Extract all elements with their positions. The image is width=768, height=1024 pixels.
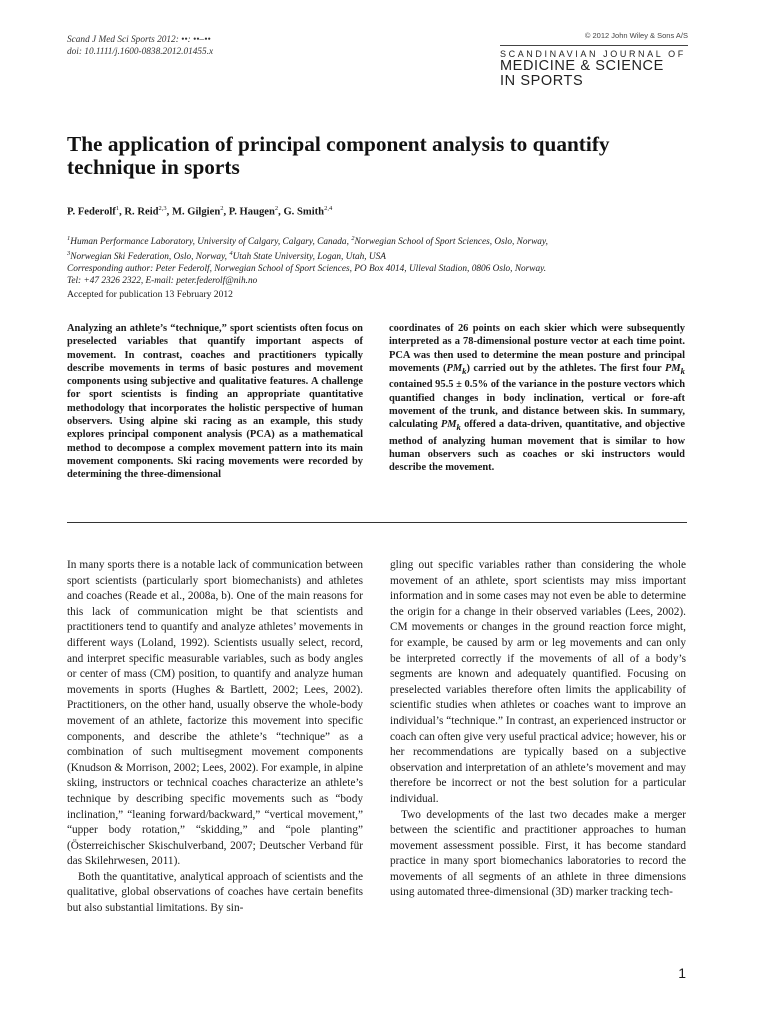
body-paragraph: Both the quantitative, analytical approach of scientists and the qualitative, global observations of coaches have certain benefits but also substantial limitations. By sin-: [67, 870, 363, 915]
pm-symbol: $PM_k$: [664, 362, 685, 376]
journal-name-line1: SCANDINAVIAN JOURNAL OF: [500, 45, 688, 59]
contact-info: Tel: +47 2326 2322, E-mail: peter.federolf@nih.no: [67, 276, 258, 287]
accepted-date: Accepted for publication 13 February 2012: [67, 289, 233, 300]
author-name: R. Reid: [124, 206, 159, 218]
pm-symbol: $PM_k$: [440, 419, 461, 433]
abstract-left: Analyzing an athlete’s “technique,” sport scientists often focus on preselected variables that quantify important aspects of movement. In contrast, coaches and practitioners typically describe movements in terms of basic postures and movement components using subjective and qualitative features. A challenge for sport scientists is finding an appropriate quantitative methodology that incorporates the holistic perspective of human observers. Using alpine ski racing as an example, this study explores principal component analysis (PCA) as a mathematical method to decompose a complex movement pattern into its main movement components. Ski racing movements were recorded by determining the three-dimensional: [67, 323, 363, 481]
pm-symbol: $PM_k$: [446, 362, 467, 376]
author-affiliation-number: 2,4: [324, 205, 333, 212]
journal-reference: Scand J Med Sci Sports 2012: ••: ••–••: [67, 35, 211, 45]
author-affiliation-number: 2: [220, 205, 224, 212]
page-number: 1: [678, 965, 686, 981]
author-name: G. Smith: [283, 206, 325, 218]
author-affiliation-number: 1: [115, 205, 120, 212]
affiliation-line: $^3$Norwegian Ski Federation, Oslo, Norway, $^4$Utah State University, Logan, Utah, USA: [67, 250, 386, 263]
author-affiliation-number: 2,3: [158, 205, 167, 212]
corresponding-author: Corresponding author: Peter Federolf, Norwegian School of Sport Sciences, PO Box 4014, Ulleval Stadion, 0806 Oslo, Norway.: [67, 264, 547, 275]
body-column-left: [67, 558, 363, 917]
journal-logo: [500, 45, 688, 89]
author-list: P. Federolf$^1$, R. Reid$^{2,3}$, M. Gilgien$^2$, P. Haugen$^2$, G. Smith$^{2,4}$: [67, 205, 333, 218]
author-affiliation-number: 2: [274, 205, 279, 212]
affiliations: [67, 233, 687, 287]
body-paragraph: In many sports there is a notable lack of communication between sport scientists (particularly sport biomechanists) and athletes and coaches (Reade et al., 2008a, b). One of the main reasons for this lack of communication might be that scientists and practitioners tend to quantify and analyze athletes’ movements in different ways (Loland, 1992). Scientists usually select, record, and interpret specific measurable variables, such as body angles or center of mass (CM) position, to quantify and analyze human movements in sports (Hughes & Bartlett, 2002; Lees, 2002). Practitioners, on the other hand, usually observe the whole-body movement of an athlete, factorize this movement into specific components, and describe the athlete’s “technique” as a combination of such multisegment movement components (Knudson & Morrison, 2002; Lees, 2002). For example, in alpine skiing, instructors or technical coaches characterize an athlete’s technique by describing specific movements such as “body inclination,” “leaning forward/backward,” “vertical movement,” “upper body rotation,” “skidding,” and “pole planting” (Österreichischer Skischulverband, 2007; Deutscher Verband für das Skilehrwesen, 2011).: [67, 559, 363, 868]
abstract-right: coordinates of 26 points on each skier which were subsequently interpreted as a 78-dimensional posture vector at each time point. PCA was then used to determine the mean posture and principal movements $(PM_k)$ carried out by the athletes. The first four $PM_k$ contained 95.5 ± 0.5% of the variance in the posture vectors which quantified changes in body inclination, vertical or fore-aft movement of the trunk, and distance between skis. In summary, calculating $PM_k$ offered a data-driven, quantitative, and objective method of analyzing human movement that is similar to how human observers such as coaches or ski instructors would describe the movement.: [389, 323, 685, 474]
author-name: P. Federolf: [67, 206, 116, 218]
section-divider: [67, 522, 687, 523]
body-paragraph: gling out specific variables rather than considering the whole movement of an athlete, sport scientists may miss important information and in some cases may not even be able to determine the origin for a change in their observed variables (Lees, 2002). CM movements or changes in the ground reaction force might, for example, be caused by arm or leg movements and can only be interpreted correctly if the movements of all of a body’s segments are known and adequately quantified. Focusing on preselected variables therefore often limits the applicability of scientific studies when athletes or coaches want to improve an individual’s “technique.” In contrast, an experienced instructor or coach can often give very useful practical advice; however, his or her recommendations are typically based on a subjective observation and interpretation of an athlete’s movement and may therefore be incorrect or not the best solution for a particular individual.: [390, 559, 686, 805]
journal-name-line3: IN SPORTS: [500, 73, 584, 89]
article-title: The application of principal component analysis to quantify technique in sports: [67, 132, 610, 179]
doi-link[interactable]: doi: 10.1111/j.1600-0838.2012.01455.x: [67, 47, 214, 57]
body-paragraph: Two developments of the last two decades make a merger between the scientific and practitioner approaches to human movement assessment possible. First, it has become standard practice in many sport biomechanics laboratories to record the movements of all segments of an athlete in three dimensions using automated three-dimensional (3D) marker tracking tech-: [390, 808, 686, 899]
body-column-right: [390, 558, 686, 901]
copyright-notice: © 2012 John Wiley & Sons A/S: [584, 31, 688, 40]
affiliation-line: $^1$Human Performance Laboratory, University of Calgary, Calgary, Canada, $^2$Norwegian School of Sport Sciences, Oslo, Norway,: [67, 235, 548, 248]
journal-name-line2: MEDICINE & SCIENCE: [500, 58, 664, 74]
running-head: [67, 34, 213, 58]
author-name: M. Gilgien: [171, 206, 221, 218]
author-name: P. Haugen: [228, 206, 275, 218]
